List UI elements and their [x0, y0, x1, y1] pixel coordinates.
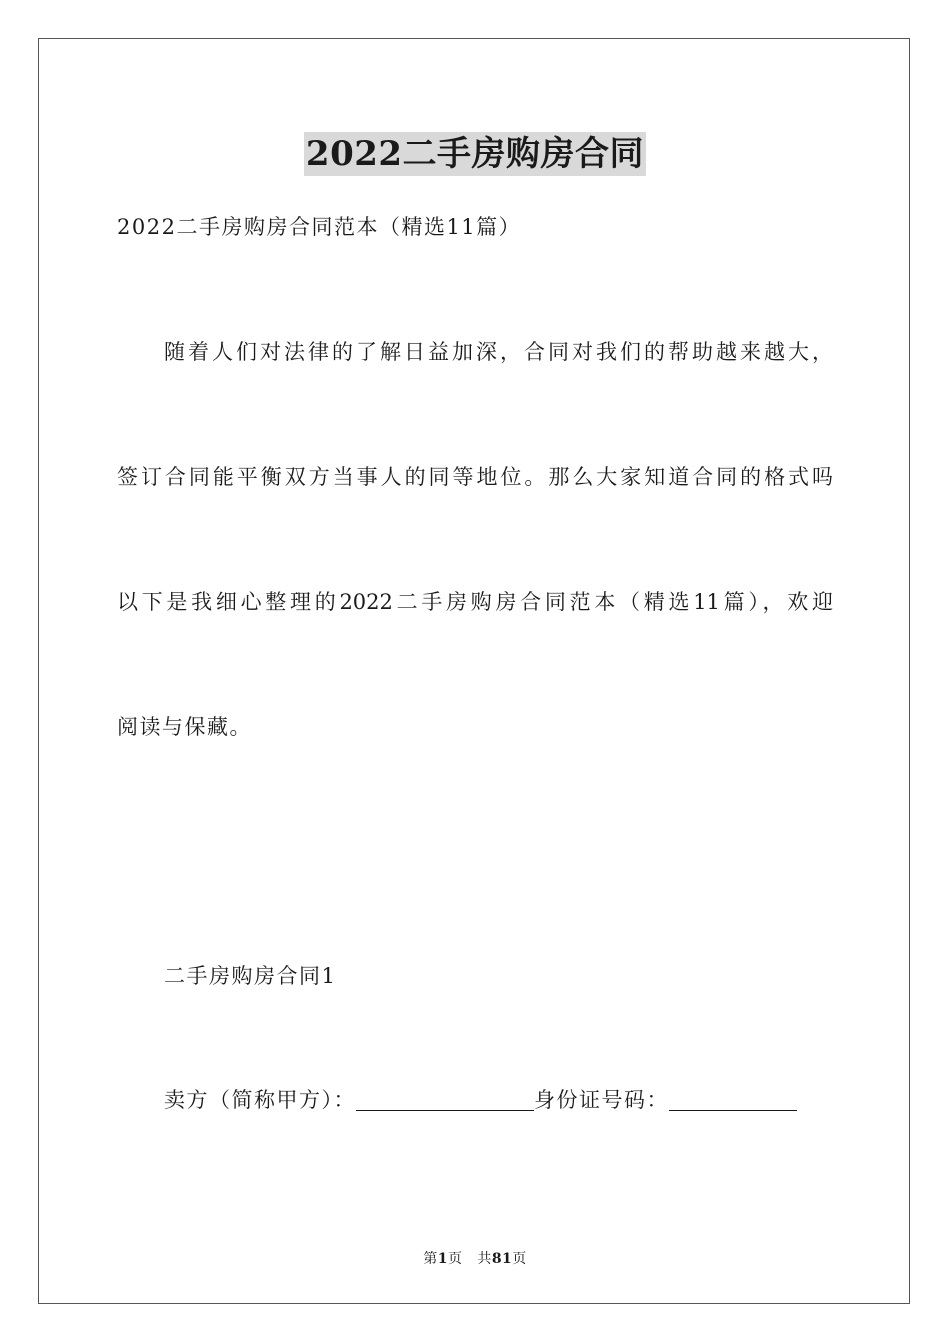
intro-line-4: 阅读与保藏。: [117, 715, 252, 739]
document-subtitle: 2022二手房购房合同范本（精选11篇）: [117, 215, 522, 239]
intro-line-1: 随着人们对法律的了解日益加深，合同对我们的帮助越来越大，: [164, 340, 833, 364]
footer-page-number: 1: [437, 1251, 448, 1267]
footer-total-prefix: 共: [477, 1251, 492, 1267]
page-footer: [0, 1248, 950, 1268]
footer-total-suffix: 页: [512, 1251, 527, 1267]
document-title: 2022二手房购房合同: [305, 134, 645, 174]
section-heading: 二手房购房合同1: [164, 964, 337, 988]
footer-page-suffix: 页: [447, 1251, 463, 1267]
intro-line-3: 以下是我细心整理的2022二手房购房合同范本（精选11篇），欢迎: [117, 590, 833, 614]
footer-page-prefix: 第: [423, 1251, 438, 1267]
seller-label: 卖方（简称甲方）：: [164, 1088, 356, 1112]
id-label: 身份证号码：: [534, 1088, 669, 1112]
id-number-blank: [669, 1090, 797, 1111]
intro-line-2: 签订合同能平衡双方当事人的同等地位。那么大家知道合同的格式吗: [117, 465, 833, 489]
seller-name-blank: [356, 1090, 534, 1111]
document-title-wrap: [0, 126, 950, 175]
seller-line: [164, 1084, 797, 1114]
footer-total-pages: 81: [491, 1251, 513, 1267]
